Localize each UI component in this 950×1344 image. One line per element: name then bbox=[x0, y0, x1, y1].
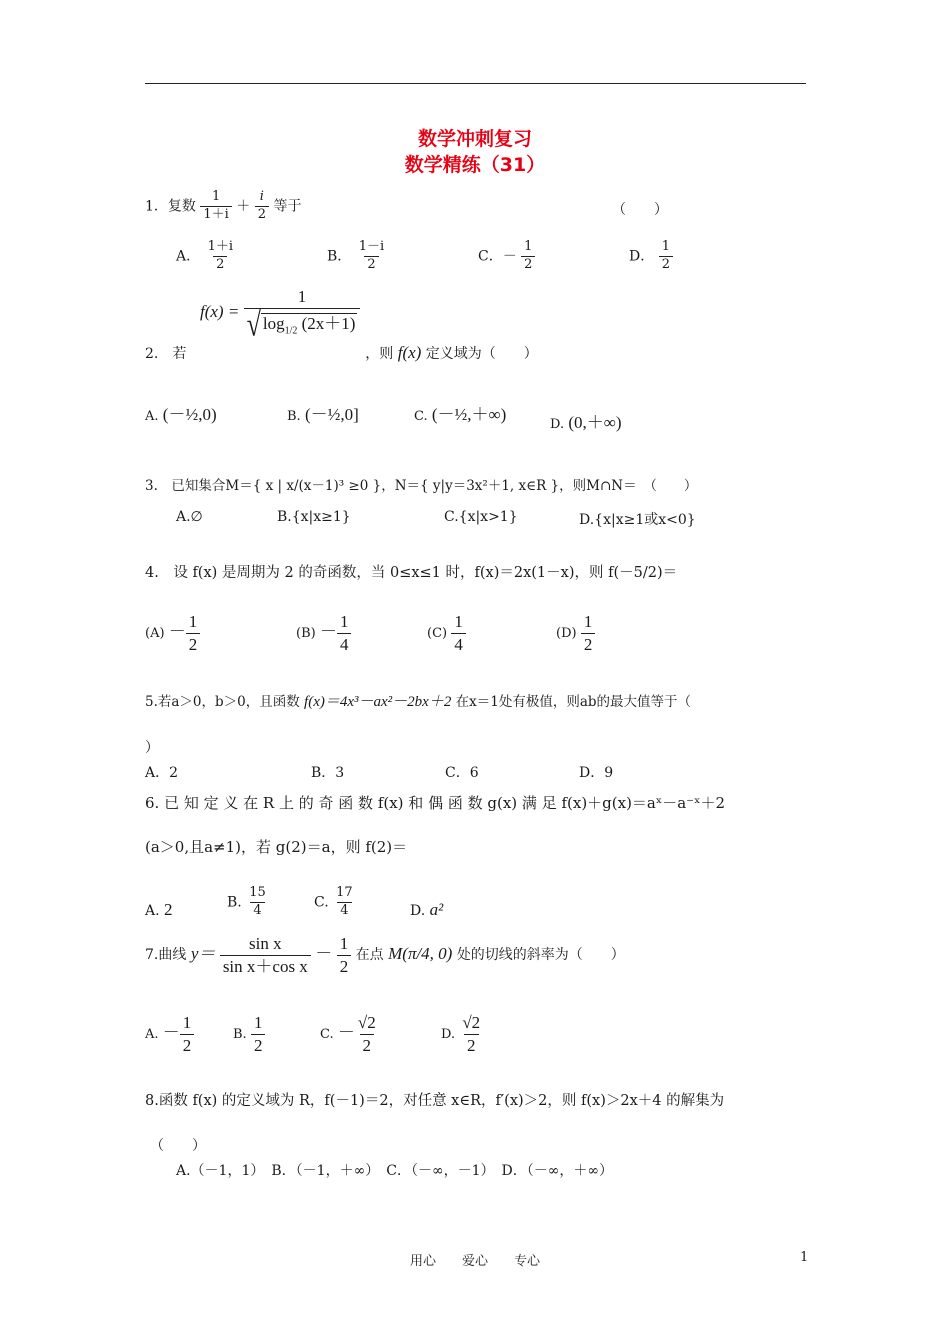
q3-option-a: A.∅ bbox=[176, 509, 203, 525]
q1-fraction-2: $\frac{i}{2}$ bbox=[255, 190, 269, 223]
q2-option-a: A. (－½,0) bbox=[145, 405, 217, 424]
page-number: 1 bbox=[800, 1250, 809, 1265]
q1-option-b: B． $\frac{1-i}{2}$ bbox=[327, 239, 385, 272]
question-6-line-1: 6. 已 知 定 义 在 R 上 的 奇 函 数 f(x) 和 偶 函 数 g(x) 满 足 f(x)＋g(x)＝aˣ－a⁻ˣ＋2 bbox=[145, 794, 725, 812]
q1-plus: ＋ bbox=[236, 198, 251, 215]
q5-option-d: D．9 bbox=[579, 765, 614, 781]
question-8: 8.函数 f(x) 的定义域为 R，f(－1)＝2，对任意 x∈R，f′(x)＞2，则 f(x)＞2x＋4 的解集为 bbox=[145, 1093, 725, 1109]
q8-answer-paren: （ ） bbox=[150, 1138, 206, 1154]
q1-text: 等于 bbox=[273, 198, 302, 215]
question-7: 7.曲线 y＝ $\frac{\text{sin x}}{\text{sin x＋cos x}}$ － $\frac{1}{2}$ 在点 M(π/4, 0) 处的切线的斜率为（ ） bbox=[145, 934, 625, 976]
q1-option-d: D． $\frac{1}{2}$ bbox=[629, 240, 673, 273]
q2-option-b: B. (－½,0] bbox=[287, 405, 359, 424]
question-5: 5.若a＞0，b＞0，且函数 f(x)＝4x³－ax²－2bx＋2 在x＝1处有极值，则ab的最大值等于（ bbox=[145, 694, 692, 710]
question-6-line-2: (a＞0,且a≠1)，若 g(2)＝a，则 f(2)＝ bbox=[145, 838, 408, 856]
q7-option-a: A. － $\frac{1}{2}$ bbox=[145, 1013, 194, 1055]
q3-option-b: B.{x|x≥1} bbox=[277, 509, 351, 525]
q6-option-c: C. $\frac{17}{4}$ bbox=[314, 885, 353, 918]
q5-close-paren: ） bbox=[145, 740, 159, 756]
q1-option-a: A． $\frac{1+i}{2}$ bbox=[176, 239, 234, 272]
q3-option-c: C.{x|x>1} bbox=[444, 509, 518, 525]
question-4: 4. 设 f(x) 是周期为 2 的奇函数，当 0≤x≤1 时，f(x)＝2x(1－x)，则 f(－5/2)＝ bbox=[145, 565, 678, 581]
q4-option-a: (A) － $\frac{1}{2}$ bbox=[145, 612, 200, 654]
q4-option-d: (D) $\frac{1}{2}$ bbox=[556, 612, 595, 654]
q8-options: A.（－1，1） B．（－1，＋∞） C．（－∞，－1） D．（－∞，＋∞） bbox=[176, 1163, 614, 1179]
q7-option-d: D. $\frac{√2}{2}$ bbox=[441, 1013, 481, 1055]
q5-option-b: B．3 bbox=[311, 765, 345, 781]
q2-option-c: C. (－½,＋∞) bbox=[414, 405, 507, 424]
q3-option-d: D.{x|x≥1或x<0} bbox=[579, 512, 696, 528]
q7-option-c: C. － $\frac{√2}{2}$ bbox=[320, 1013, 376, 1055]
page-title: 数学冲刺复习 bbox=[417, 128, 532, 150]
q6-option-b: B. $\frac{15}{4}$ bbox=[227, 885, 266, 918]
q1-answer-paren: （ ） bbox=[612, 202, 668, 218]
footer-text: 用心 爱心 专心 bbox=[409, 1254, 540, 1269]
q1-label: 1．复数 bbox=[145, 198, 196, 215]
q4-option-b: (B) － $\frac{1}{4}$ bbox=[296, 612, 351, 654]
header-rule bbox=[145, 83, 806, 84]
q1-fraction-1: $\frac{1}{1+i}$ bbox=[200, 190, 231, 223]
q2-option-d: D. (0,＋∞) bbox=[550, 413, 622, 432]
q1-option-c: C．－ $\frac{1}{2}$ bbox=[478, 240, 535, 273]
page-subtitle: 数学精练（31） bbox=[404, 154, 546, 176]
q6-option-d: D. a² bbox=[410, 900, 444, 919]
q5-option-a: A．2 bbox=[145, 765, 179, 781]
question-1 bbox=[145, 190, 301, 223]
question-3: 3. 已知集合M＝{ x | x/(x－1)³ ≥0 }，N＝{ y|y＝3x²＋1, x∈R }，则M∩N＝ （ ） bbox=[145, 478, 698, 494]
q4-option-c: (C) $\frac{1}{4}$ bbox=[427, 612, 466, 654]
q5-option-c: C．6 bbox=[445, 765, 479, 781]
q7-option-b: B. $\frac{1}{2}$ bbox=[233, 1013, 265, 1055]
q6-option-a: A. 2 bbox=[145, 900, 173, 919]
q2-function: f(x) = $\frac{1}{√ \log_{1/2} (2x+1)}$ bbox=[200, 287, 360, 339]
question-2: 2. 若 ，则 f(x) 定义域为（ ） bbox=[145, 343, 538, 362]
